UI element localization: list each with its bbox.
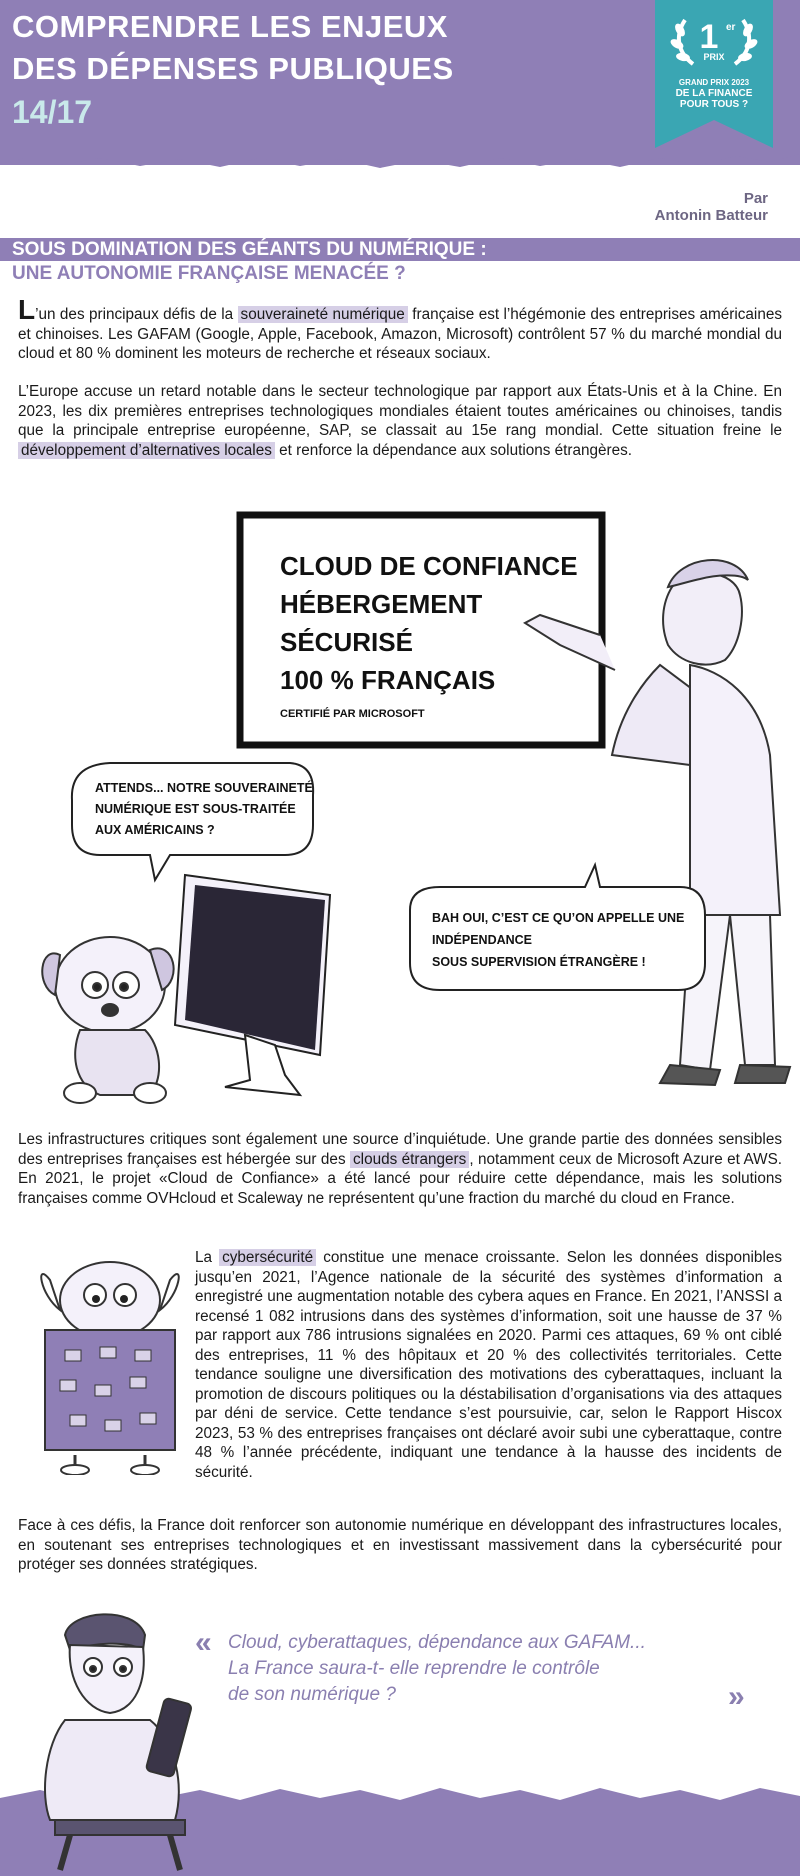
speech-bubble-presenter [410, 865, 705, 990]
bubble-presenter-line-1: BAH OUI, C’EST CE QU’ON APPELLE UNE [432, 911, 685, 925]
bubble-presenter-line-2: INDÉPENDANCE [432, 933, 533, 947]
p2-text-a: L’Europe accuse un retard notable dans le secteur technologique par rapport aux États-Unis et à la Chine. En 2023, les dix premières entreprises technologiques mondiales étaient toutes américaines ou chinoises, tandis que la principale entreprise européenne, SAP, se classait au 15e rang mondial. Cette situation freine le [18, 383, 782, 439]
board-line-3: SÉCURISÉ [280, 627, 413, 657]
thinking-person-illustration [25, 1605, 215, 1875]
title-line-2: DES DÉPENSES PUBLIQUES [12, 51, 454, 86]
title-line-1: COMPRENDRE LES ENJEUX [12, 9, 448, 44]
p1-highlight: souveraineté numérique [238, 306, 408, 323]
badge-line-2: DE LA FINANCE [675, 88, 753, 99]
drop-cap: L [18, 294, 36, 325]
p4-text-b: constitue une menace croissante. Selon les données disponibles jusqu’en 2021, l’Agence nationale de la sécurité des systèmes d’information a enregistré une augmentation notable des cybera aques en France. En 2021, l’ANSSI a recensé 1 082 intrusions dans des systèmes d’information, soit une hausse de 37 % par rapport aux 786 intrusions signalées en 2020. Parmi ces attaques, 69 % ont ciblé des entreprises, 11 % des hôpitaux et 20 % des collectivités territoriales. Cette tendance souligne une diversification des motivations des cyberattaques, incluant la promotion de discours politiques ou la déstabilisation d’organisations via des attaques par déni de service. Cette tendance s’est poursuivie, car, selon le Rapport Hiscox 2023, 53 % des entreprises françaises ont déclaré avoir subi une cyberattaque, contre 48 % l’année précédente, indiquant une tendance à la hausse des incidents de sécurité. [195, 1249, 782, 1481]
bubble-dog-line-1: ATTENDS... NOTRE SOUVERAINETÉ [95, 781, 313, 795]
badge-rank-sup: er [726, 22, 736, 33]
board-small-text: CERTIFIÉ PAR MICROSOFT [280, 708, 425, 720]
bubble-presenter-line-3: SOUS SUPERVISION ÉTRANGÈRE ! [432, 955, 646, 969]
comic-illustration [0, 495, 800, 1115]
dog-with-network-board [30, 1255, 190, 1475]
p3-highlight: clouds étrangers [350, 1151, 469, 1168]
badge-prize: PRIX [703, 52, 725, 62]
quote-line-2: La France saura-t- elle reprendre le contrôle [228, 1658, 600, 1679]
bubble-dog-line-3: AUX AMÉRICAINS ? [95, 823, 215, 837]
board-line-4: 100 % FRANÇAIS [280, 665, 496, 695]
board-line-1: CLOUD DE CONFIANCE [280, 551, 578, 581]
quote-close-mark: » [728, 1680, 745, 1713]
board-line-2: HÉBERGEMENT [280, 589, 483, 619]
p3-text-a: Les infrastructures critiques sont également une source d’inquiétude. Une grande partie des données sensibles des entreprises françaises est hébergée sur des [18, 1131, 782, 1168]
paragraph-5: Face à ces défis, la France doit renforcer son autonomie numérique en développant des infrastructures locales, en soutenant ses entreprises technologiques et en investissant massivement dans la cybersécurité pour protéger ses données stratégiques. [18, 1517, 782, 1573]
page-number: 14/17 [12, 94, 93, 130]
badge-line-3: POUR TOUS ? [679, 99, 749, 110]
pull-quote [228, 1630, 646, 1708]
paragraph-4 [195, 1248, 782, 1482]
author-credit [655, 190, 768, 224]
quote-line-3: de son numérique ? [228, 1684, 396, 1705]
p2-highlight: développement d’alternatives locales [18, 442, 275, 459]
award-badge [655, 0, 773, 148]
p4-text-a: La [195, 1249, 220, 1266]
paragraph-2 [18, 382, 782, 460]
paragraph-1 [18, 294, 782, 364]
quote-line-1: Cloud, cyberattaques, dépendance aux GAFAM... [228, 1632, 646, 1653]
p2-text-b: et renforce la dépendance aux solutions étrangères. [274, 441, 633, 459]
badge-line-1: GRAND PRIX 2023 [678, 78, 750, 87]
p1-text-b: française est l’hégémonie des entreprises américaines et chinoises. Les GAFAM (Google, Apple, Facebook, Amazon, Microsoft) contrôlent 57 % du marché mondial du cloud et 80 % dominent les moteurs de recherche et réseaux sociaux. [18, 306, 782, 362]
author-by: Par [743, 190, 768, 207]
page-title [12, 6, 454, 90]
p3-text-b: , notamment ceux de Microsoft Azure et AWS. En 2021, le projet «Cloud de Confiance» a été lancé pour réduire cette dépendance, mais les solutions françaises comme OVHcloud et Scaleway ne représentent qu’une fraction du marché du cloud en France. [18, 1150, 783, 1207]
presenter-character [525, 560, 790, 1085]
p1-text-a: ’un des principaux défis de la [35, 306, 238, 323]
section-title-line-2: UNE AUTONOMIE FRANÇAISE MENACÉE ? [12, 263, 406, 284]
section-title-line-1: SOUS DOMINATION DES GÉANTS DU NUMÉRIQUE : [12, 239, 487, 260]
paragraph-3 [18, 1130, 782, 1208]
quote-open-mark: « [195, 1626, 212, 1659]
dog-character [42, 937, 173, 1103]
monitor-illustration [175, 875, 330, 1095]
bubble-dog-line-2: NUMÉRIQUE EST SOUS-TRAITÉE [95, 802, 296, 816]
p4-highlight: cybersécurité [219, 1249, 316, 1266]
author-name: Antonin Batteur [654, 207, 768, 224]
badge-rank: 1 [699, 18, 719, 56]
